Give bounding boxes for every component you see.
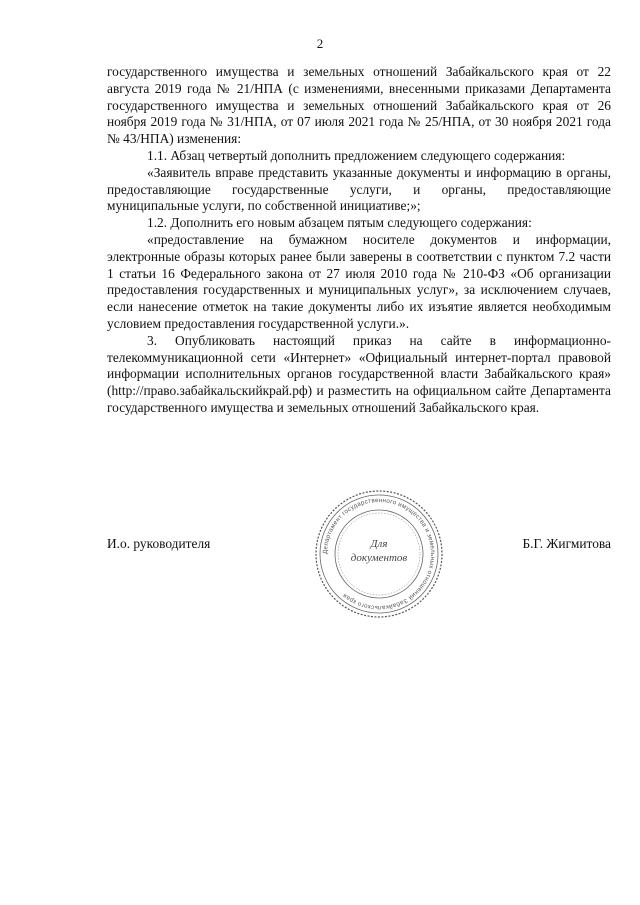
paragraph-quote-1: «Заявитель вправе представить указанные документы и информацию в органы, предоставляющие государственные услуги, и органы, предоставляющие муниципальные услуги, по собственной инициативе;»; <box>107 164 611 214</box>
paragraph-1-2: 1.2. Дополнить его новым абзацем пятым следующего содержания: <box>147 215 532 231</box>
seal-label-line2: документов <box>350 552 408 564</box>
paragraph-1-1: 1.1. Абзац четвертый дополнить предложением следующего содержания: <box>147 147 566 163</box>
seal-ring-text: Департамент государственного имущества и земельных отношений Забайкальского края <box>321 496 437 612</box>
official-seal <box>313 488 445 620</box>
paragraph-quote-2: «предоставление на бумажном носителе документов и информации, электронные образы которых ранее были заверены в соответствии с пунктом 7.2 части 1 статьи 16 Федерального закона от 27 июля 2010 года № 210-ФЗ «Об организации предоставления государственных и муниципальных услуг», за исключением случаев, если нанесение отметок на такие документы либо их изъятие является необходимым условием предоставления государственной услуги.». <box>107 231 611 331</box>
page-number: 2 <box>316 36 324 51</box>
paragraph-intro: государственного имущества и земельных отношений Забайкальского края от 22 августа 2019 года № 21/НПА (с изменениями, внесенными приказами Департамента государственного имущества и земельных отношений Забайкальского края от 26 ноября 2019 года № 31/НПА, от 07 июля 2021 года № 25/НПА, от 30 ноября 2021 года № 43/НПА) изменения: <box>107 64 611 147</box>
seal-label-line1: Для <box>370 538 388 550</box>
signatory-name: Б.Г. Жигмитова <box>522 536 611 551</box>
paragraph-3: 3. Опубликовать настоящий приказ на сайте в информационно-телекоммуникационной сети «Интернет» «Официальный интернет-портал правовой информации исполнительных органов государственной власти Забайкальского края» (http://право.забайкальскийкрай.рф) и разместить на официальном сайте Департамента государственного имущества и земельных отношений Забайкальского края. <box>107 332 611 415</box>
document-body <box>107 64 611 417</box>
signatory-position: И.о. руководителя <box>107 536 211 551</box>
